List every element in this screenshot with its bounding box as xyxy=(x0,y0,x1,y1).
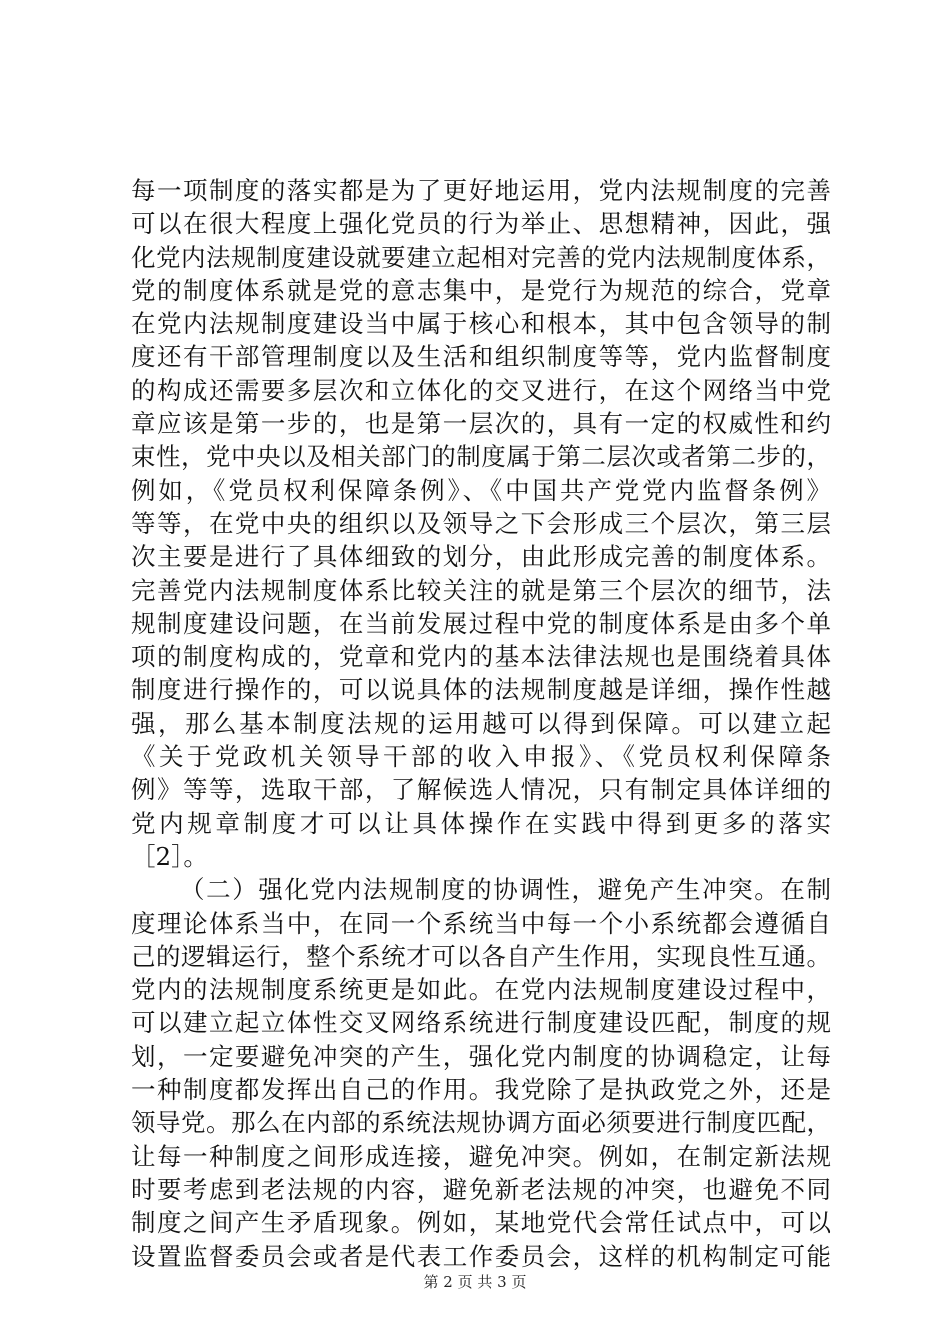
text-line: 项的制度构成的，党章和党内的基本法律法规也是围绕着具体 xyxy=(131,642,831,672)
text-line: 在党内法规制度建设当中属于核心和根本，其中包含领导的制 xyxy=(131,309,831,339)
body-text xyxy=(131,174,831,1273)
text-line: 己的逻辑运行，整个系统才可以各自产生作用，实现良性互通。 xyxy=(131,941,831,971)
text-line: 让每一种制度之间形成连接，避免冲突。例如，在制定新法规 xyxy=(131,1141,831,1171)
text-line: 章应该是第一步的，也是第一层次的，具有一定的权威性和约 xyxy=(131,409,831,439)
text-line: 化党内法规制度建设就要建立起相对完善的党内法规制度体系， xyxy=(131,242,831,272)
text-line: ［2］。 xyxy=(131,841,208,871)
text-line: 可以在很大程度上强化党员的行为举止、思想精神，因此，强 xyxy=(131,209,831,239)
text-line: 党内的法规制度系统更是如此。在党内法规制度建设过程中， xyxy=(131,975,831,1005)
text-line: 划，一定要避免冲突的产生，强化党内制度的协调稳定，让每 xyxy=(131,1041,831,1071)
text-line: 的构成还需要多层次和立体化的交叉进行，在这个网络当中党 xyxy=(131,375,831,405)
text-line: 设置监督委员会或者是代表工作委员会，这样的机构制定可能 xyxy=(131,1241,831,1271)
text-line: 党内规章制度才可以让具体操作在实践中得到更多的落实 xyxy=(131,808,831,838)
page-number-footer: 第 2 页 共 3 页 xyxy=(423,1273,527,1291)
text-line: 强，那么基本制度法规的运用越可以得到保障。可以建立起 xyxy=(131,708,831,738)
text-line: 度还有干部管理制度以及生活和组织制度等等，党内监督制度 xyxy=(131,342,831,372)
text-line: 可以建立起立体性交叉网络系统进行制度建设匹配，制度的规 xyxy=(131,1008,831,1038)
text-line: 《关于党政机关领导干部的收入申报》、《党员权利保障条 xyxy=(131,742,831,772)
text-line: 领导党。那么在内部的系统法规协调方面必须要进行制度匹配， xyxy=(131,1108,831,1138)
text-line: 制度进行操作的，可以说具体的法规制度越是详细，操作性越 xyxy=(131,675,831,705)
text-line: 完善党内法规制度体系比较关注的就是第三个层次的细节，法 xyxy=(131,575,831,605)
text-line: 度理论体系当中，在同一个系统当中每一个小系统都会遵循自 xyxy=(131,908,831,938)
text-line: 党的制度体系就是党的意志集中，是党行为规范的综合，党章 xyxy=(131,275,831,305)
text-line: （二）强化党内法规制度的协调性，避免产生冲突。在制 xyxy=(180,875,831,905)
text-line: 规制度建设问题，在当前发展过程中党的制度体系是由多个单 xyxy=(131,608,831,638)
text-line: 时要考虑到老法规的内容，避免新老法规的冲突，也避免不同 xyxy=(131,1174,831,1204)
text-line: 例》等等，选取干部，了解候选人情况，只有制定具体详细的 xyxy=(131,775,831,805)
text-line: 次主要是进行了具体细致的划分，由此形成完善的制度体系。 xyxy=(131,542,831,572)
text-line: 每一项制度的落实都是为了更好地运用，党内法规制度的完善 xyxy=(131,176,831,205)
text-line: 等等，在党中央的组织以及领导之下会形成三个层次，第三层 xyxy=(131,508,831,538)
text-line: 制度之间产生矛盾现象。例如，某地党代会常任试点中，可以 xyxy=(131,1208,831,1238)
text-line: 例如，《党员权利保障条例》、《中国共产党党内监督条例》 xyxy=(131,475,831,505)
text-line: 一种制度都发挥出自己的作用。我党除了是执政党之外，还是 xyxy=(131,1075,831,1105)
text-line: 束性，党中央以及相关部门的制度属于第二层次或者第二步的， xyxy=(131,442,831,472)
